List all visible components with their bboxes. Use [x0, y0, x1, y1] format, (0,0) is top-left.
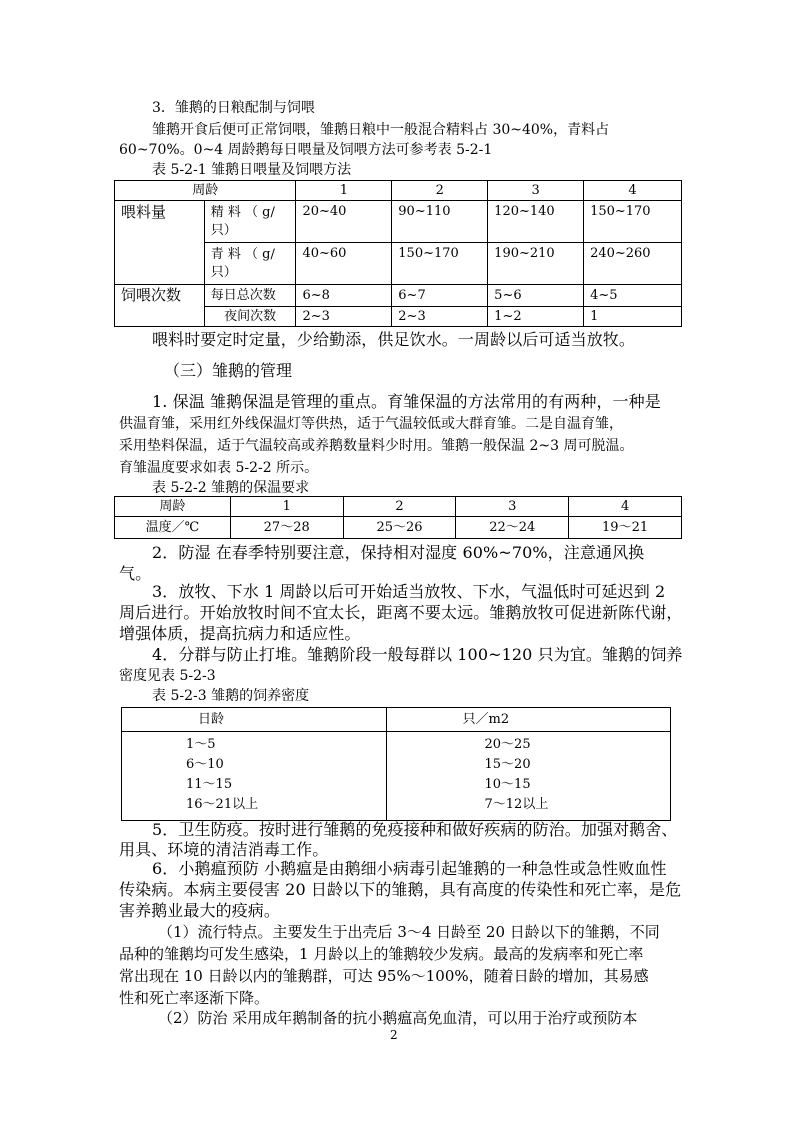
- table-row: [122, 732, 671, 821]
- temperature-table: [114, 496, 682, 539]
- table-cell: 40~60: [296, 243, 392, 285]
- density-table: [121, 707, 671, 821]
- table-cell: 6~8: [296, 285, 392, 307]
- table-row: [115, 201, 682, 243]
- table-header-row: [115, 497, 682, 517]
- table-row: [115, 285, 682, 307]
- paragraph-line: 传染病。本病主要侵害 20 日龄以下的雏鹅，具有高度的传染性和死亡率，是危: [119, 880, 682, 899]
- paragraph-line: 育雏温度要求如表 5-2-2 所示。: [119, 460, 319, 476]
- table-cell: 1: [584, 307, 682, 327]
- header-cell: 3: [488, 181, 584, 201]
- table-cell: 20~40: [296, 201, 392, 243]
- row-label: [204, 201, 296, 243]
- paragraph-line: 增强体质，提高抗病力和适应性。: [119, 624, 361, 643]
- paragraph-line: 60~70%。0~4 周龄鹅每日喂量及饲喂方法可参考表 5-2-1: [119, 142, 493, 158]
- header-cell: 只／m2: [386, 708, 671, 732]
- header-cell: 日龄: [122, 708, 387, 732]
- table-cell: 27～28: [230, 517, 343, 539]
- density-value: 10～15: [484, 777, 531, 792]
- table-header-row: [122, 708, 671, 732]
- table-cell: 22～24: [456, 517, 569, 539]
- table-cell: 5~6: [488, 285, 584, 307]
- paragraph-line: 密度见表 5-2-3: [119, 668, 216, 684]
- paragraph-line: 2．防湿 在春季特别要注意，保持相对湿度 60%~70%，注意通风换: [152, 543, 645, 562]
- paragraph-line: 用具、环境的清洁消毒工作。: [119, 840, 329, 859]
- table-cell: 240~260: [584, 243, 682, 285]
- density-column: [386, 732, 671, 821]
- density-value: 7～12以上: [484, 797, 549, 812]
- paragraph-line: 喂料时要定时定量，少给勤添，供足饮水。一周龄以后可适当放牧。: [152, 330, 636, 349]
- row-label-line: 精 料 （ g/: [210, 204, 275, 220]
- header-cell: 周龄: [115, 497, 231, 517]
- row-label-line: 青 料 （ g/: [210, 246, 275, 262]
- age-value: 11～15: [186, 777, 233, 792]
- table-cell: 6~7: [392, 285, 488, 307]
- table-cell: 120~140: [488, 201, 584, 243]
- table-caption: 表 5-2-1 雏鹅日喂量及饲喂方法: [152, 162, 352, 178]
- age-column: [122, 732, 387, 821]
- header-cell: 4: [584, 181, 682, 201]
- paragraph-line: 4．分群与防止打堆。雏鹅阶段一般每群以 100~120 只为宜。雏鹅的饲养: [152, 645, 683, 664]
- header-cell: 2: [392, 181, 488, 201]
- row-label: 夜间次数: [204, 307, 296, 327]
- density-value: 15～20: [484, 757, 531, 772]
- row-label-line: 只）: [210, 222, 237, 238]
- paragraph-line: 周后进行。开始放牧时间不宜太长，距离不要太远。雏鹅放牧可促进新陈代谢，: [119, 603, 683, 622]
- paragraph-line: 雏鹅开食后便可正常饲喂，雏鹅日粮中一般混合精料占 30~40%，青料占: [152, 122, 610, 138]
- table-cell: 150~170: [584, 201, 682, 243]
- header-cell: 1: [296, 181, 392, 201]
- paragraph-line: 1. 保温 雏鹅保温是管理的重点。育雏保温的方法常用的有两种，一种是: [152, 392, 661, 411]
- header-cell: 2: [343, 497, 456, 517]
- age-value: 16～21以上: [186, 797, 259, 812]
- header-cell: 周龄: [115, 181, 296, 201]
- table-cell: 90~110: [392, 201, 488, 243]
- group-cell: 饲喂次数: [115, 285, 205, 327]
- table-caption: 表 5-2-3 雏鹅的饲养密度: [152, 688, 310, 704]
- paragraph-line: 5．卫生防疫。按时进行雏鹅的免疫接种和做好疾病的防治。加强对鹅舍、: [152, 820, 678, 839]
- density-value: 20～25: [484, 737, 531, 752]
- paragraph-line: 常出现在 10 日龄以内的雏鹅群，可达 95%～100%，随着日龄的增加，其易感: [119, 967, 649, 985]
- paragraph-line: 品种的雏鹅均可发生感染，1 月龄以上的雏鹅较少发病。最高的发病率和死亡率: [119, 945, 644, 963]
- table-cell: 2~3: [392, 307, 488, 327]
- page-number: 2: [390, 1028, 398, 1042]
- table-cell: 2~3: [296, 307, 392, 327]
- paragraph-line: 6．小鹅瘟预防 小鹅瘟是由鹅细小病毒引起雏鹅的一种急性或急性败血性: [152, 859, 667, 878]
- row-label-line: 只）: [210, 264, 237, 280]
- table-cell: 190~210: [488, 243, 584, 285]
- row-label: [204, 243, 296, 285]
- table-cell: 4~5: [584, 285, 682, 307]
- paragraph-line: 供温育雏，采用红外线保温灯等供热，适于气温较低或大群育雏。二是自温育雏，: [119, 416, 623, 432]
- table-cell: 25～26: [343, 517, 456, 539]
- paragraph-line: 3．放牧、下水 1 周龄以后可开始适当放牧、下水，气温低时可延迟到 2: [152, 582, 666, 601]
- table-cell: 1~2: [488, 307, 584, 327]
- age-value: 6～10: [186, 757, 224, 772]
- section-heading-management: （三）雏鹅的管理: [164, 361, 293, 380]
- header-cell: 1: [230, 497, 343, 517]
- paragraph-line: 气。: [119, 564, 152, 583]
- paragraph-line: 害养鹅业最大的疫病。: [119, 901, 281, 920]
- row-label: 每日总次数: [204, 285, 296, 307]
- table-row: [115, 517, 682, 539]
- table-header-row: [115, 181, 682, 201]
- paragraph-line: （1）流行特点。主要发生于出壳后 3～4 日龄至 20 日龄以下的雏鹅，不同: [158, 923, 660, 941]
- table-cell: 150~170: [392, 243, 488, 285]
- age-value: 1～5: [186, 737, 216, 752]
- table-cell: 19～21: [569, 517, 682, 539]
- paragraph-line: 性和死亡率逐渐下降。: [119, 989, 270, 1007]
- feeding-table: [114, 180, 682, 327]
- group-cell: 喂料量: [115, 201, 205, 285]
- section-heading-feeding: 3．雏鹅的日粮配制与饲喂: [152, 100, 315, 116]
- table-caption: 表 5-2-2 雏鹅的保温要求: [152, 480, 310, 496]
- header-cell: 3: [456, 497, 569, 517]
- paragraph-line: 采用垫料保温，适于气温较高或养鹅数量料少时用。雏鹅一般保温 2~3 周可脱温。: [119, 438, 634, 454]
- paragraph-line: （2）防治 采用成年鹅制备的抗小鹅瘟高免血清，可以用于治疗或预防本: [158, 1009, 638, 1027]
- row-label: 温度／℃: [115, 517, 231, 539]
- header-cell: 4: [569, 497, 682, 517]
